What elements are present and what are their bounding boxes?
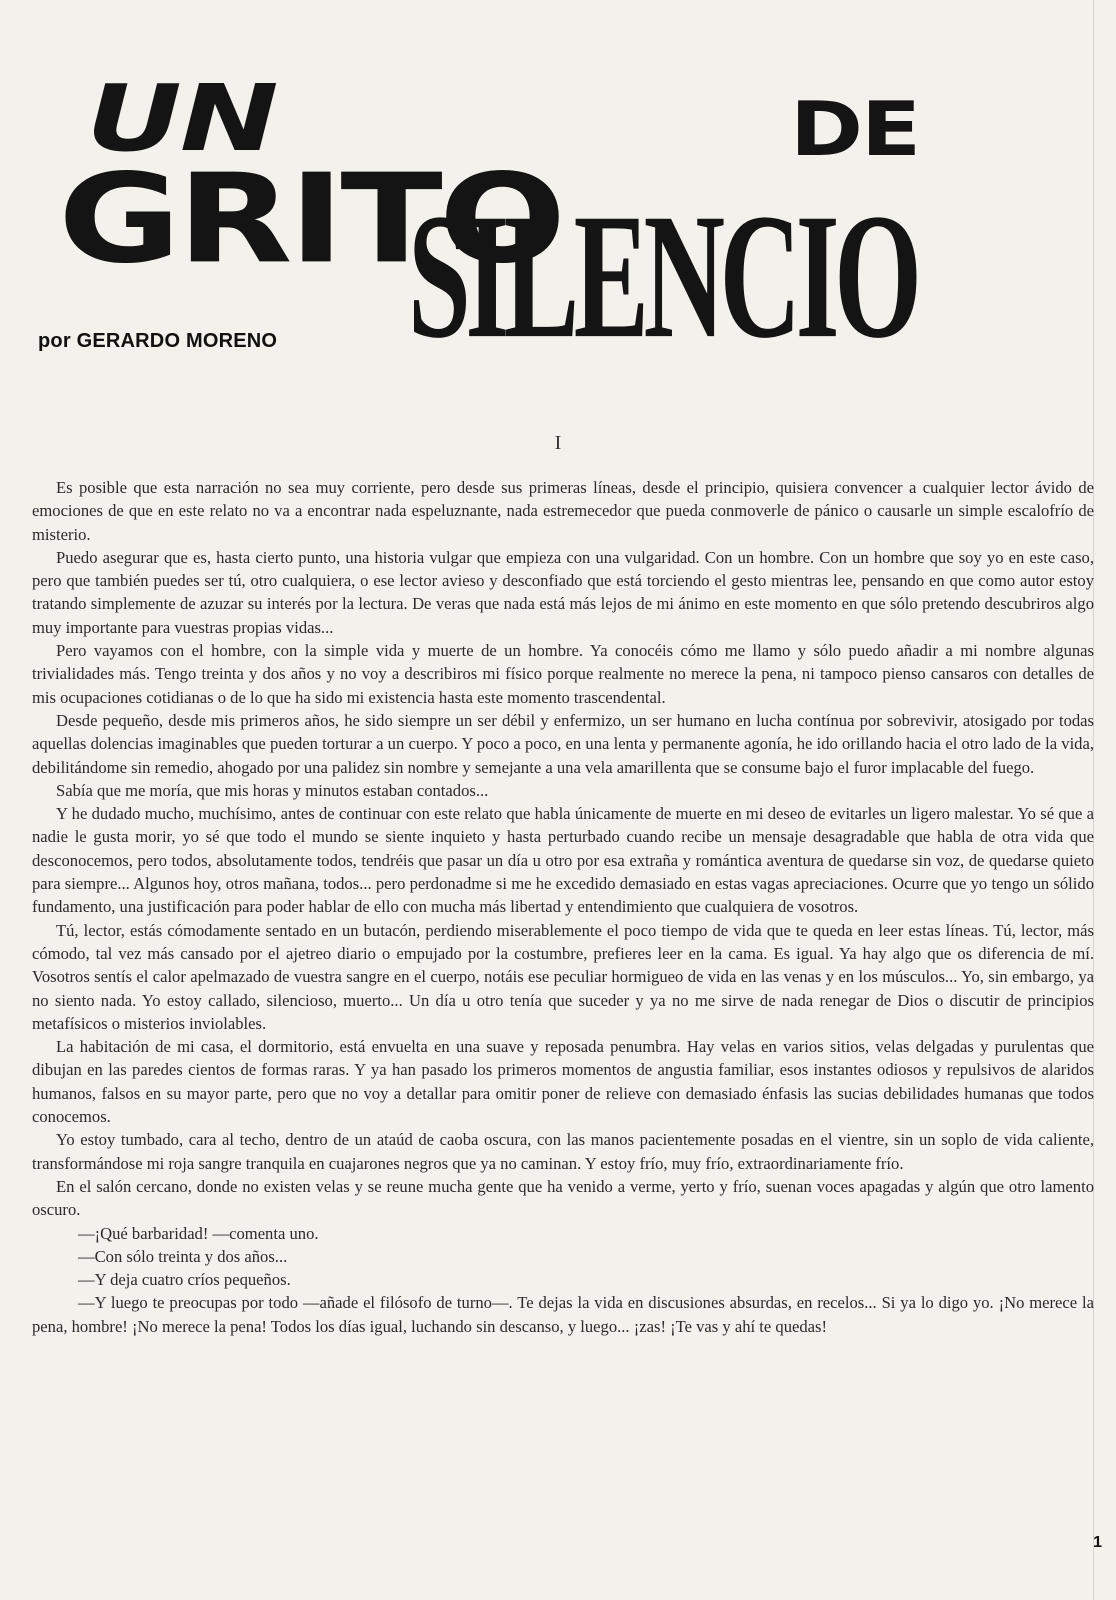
paragraph: Tú, lector, estás cómodamente sentado en un butacón, perdiendo miserablemente el poco tiempo de vida que te queda en leer estas líneas. Tú, lector, más cómodo, tal vez más cansado por el ajetreo diario o empujado por la costumbre, prefieres leer en la cama. Es igual. Ya hay algo que os diferencia de mí. Vosotros sentís el calor apelmazado de vuestra sangre en el cuerpo, notáis ese peculiar hormigueo de vida en las venas y en los músculos... Yo, sin embargo, ya no siento nada. Yo estoy callado, silencioso, muerto... Un día u otro tenía que suceder y ya no me sirve de nada renegar de Dios o discutir de principios metafísicos o misterios inviolables. xyxy=(32,920,1094,1033)
dialogue-line: —Y deja cuatro críos pequeños. xyxy=(78,1270,291,1290)
paragraph: Yo estoy tumbado, cara al techo, dentro de un ataúd de caoba oscura, con las manos pacientemente posadas en el vientre, sin un soplo de vida caliente, transformándose mi roja sangre tranquila en cuajarones negros que ya no caminan. Y estoy frío, muy frío, extraordinariamente frío. xyxy=(32,1130,1094,1173)
page-number: 1 xyxy=(1093,1534,1102,1551)
dialogue-line: —¡Qué barbaridad! —comenta uno. xyxy=(78,1223,319,1243)
paragraph: Es posible que esta narración no sea muy corriente, pero desde sus primeras líneas, desde el principio, quisiera convencer a cualquier lector ávido de emociones de que en este relato no va a encontrar nada espeluznante, nada estremecedor que pueda conmoverle de pánico o causarle un simple escalofrío de misterio. xyxy=(32,478,1094,544)
title-word-grito: GRITO xyxy=(58,148,563,291)
dialogue-line: —Con sólo treinta y dos años... xyxy=(78,1246,288,1266)
title-word-un: UN xyxy=(86,64,277,172)
paragraph: Sabía que me moría, que mis horas y minutos estaban contados... xyxy=(56,780,489,800)
paragraph: Pero vayamos con el hombre, con la simple vida y muerte de un hombre. Ya conocéis cómo me llamo y sólo puedo añadir a mi nombre algunas trivialidades más. Tengo treinta y dos años y no voy a describiros mi físico porque realmente no merece la pena, ni tampoco pienso cansaros con detalles de mis ocupaciones cotidianas o de lo que ha sido mi existencia hasta este momento trascendental. xyxy=(32,641,1094,707)
author-byline: por GERARDO MORENO xyxy=(38,330,278,352)
paragraph: En el salón cercano, donde no existen velas y se reune mucha gente que ha venido a verme, yerto y frío, suenan voces apagadas y algún que otro lamento oscuro. xyxy=(32,1176,1094,1220)
paragraph: Y he dudado mucho, muchísimo, antes de continuar con este relato que habla únicamente de muerte en mi deseo de evitarles un ligero malestar. Yo sé que a nadie le gusta morir, yo sé que todo el mundo se siente inquieto y hasta perturbado cuando recibe un mensaje desagradable que habla de otra vida que desconocemos, pero todos, absolutamente todos, tendréis que pasar un día u otro por esa extraña y romántica aventura de quedarse sin voz, de quedarse quieto para siempre... Algunos hoy, otros mañana, todos... pero perdonadme si me he excedido demasiado en estas vagas apreciaciones. Ocurre que yo tengo un sólido fundamento, una justificación para poder hablar de ello con mucha más libertad y entendimiento que cualquiera de vosotros. xyxy=(32,804,1094,917)
story-body xyxy=(32,476,1094,1338)
section-number: I xyxy=(554,432,562,454)
paragraph: Puedo asegurar que es, hasta cierto punto, una historia vulgar que empieza con una vulgaridad. Con un hombre. Con un hombre que soy yo en este caso, pero que también puedes ser tú, otro cualquiera, o ese lector avieso y desconfiado que está torciendo el gesto mientras lee, pensando en que como autor estoy tratando simplemente de azuzar su interés por la lectura. De veras que nada está más lejos de mi ánimo en este momento en que sólo pretendo descubriros algo muy importante para vuestras propias vidas... xyxy=(32,547,1094,637)
paragraph: La habitación de mi casa, el dormitorio, está envuelta en una suave y reposada penumbra. Hay velas en varios sitios, velas delgadas y purulentas que dibujan en las paredes cientos de formas raras. Y ya han pasado los primeros momentos de angustia familiar, esos instantes odiosos y repulsivos de alaridos humanos, falsos en su mayor parte, pero que no voy a detallar para omitir poner de relieve con demasiado énfasis las sucias debilidades humanas que todos conocemos. xyxy=(32,1037,1094,1127)
dialogue-line: —Y luego te preocupas por todo —añade el filósofo de turno—. Te dejas la vida en discusiones absurdas, en recelos... Si ya lo digo yo. ¡No merece la pena, hombre! ¡No merece la pena! Todos los días igual, luchando sin descanso, y luego... ¡zas! ¡Te vas y ahí te quedas! xyxy=(32,1293,1094,1336)
paragraph: Desde pequeño, desde mis primeros años, he sido siempre un ser débil y enfermizo, un ser humano en lucha contínua por sobrevivir, atosigado por todas aquellas dolencias imaginables que pueden torturar a un cuerpo. Y poco a poco, en una lenta y permanente agonía, he ido orillando hacia el otro lado de la vida, debilitándome sin remedio, ahogado por una palidez sin nombre y semejante a una vela amarillenta que se consume bajo el furor implacable del fuego. xyxy=(32,710,1094,777)
title-word-de: DE xyxy=(790,85,920,173)
title-word-silencio: SILENCIO xyxy=(408,176,917,375)
